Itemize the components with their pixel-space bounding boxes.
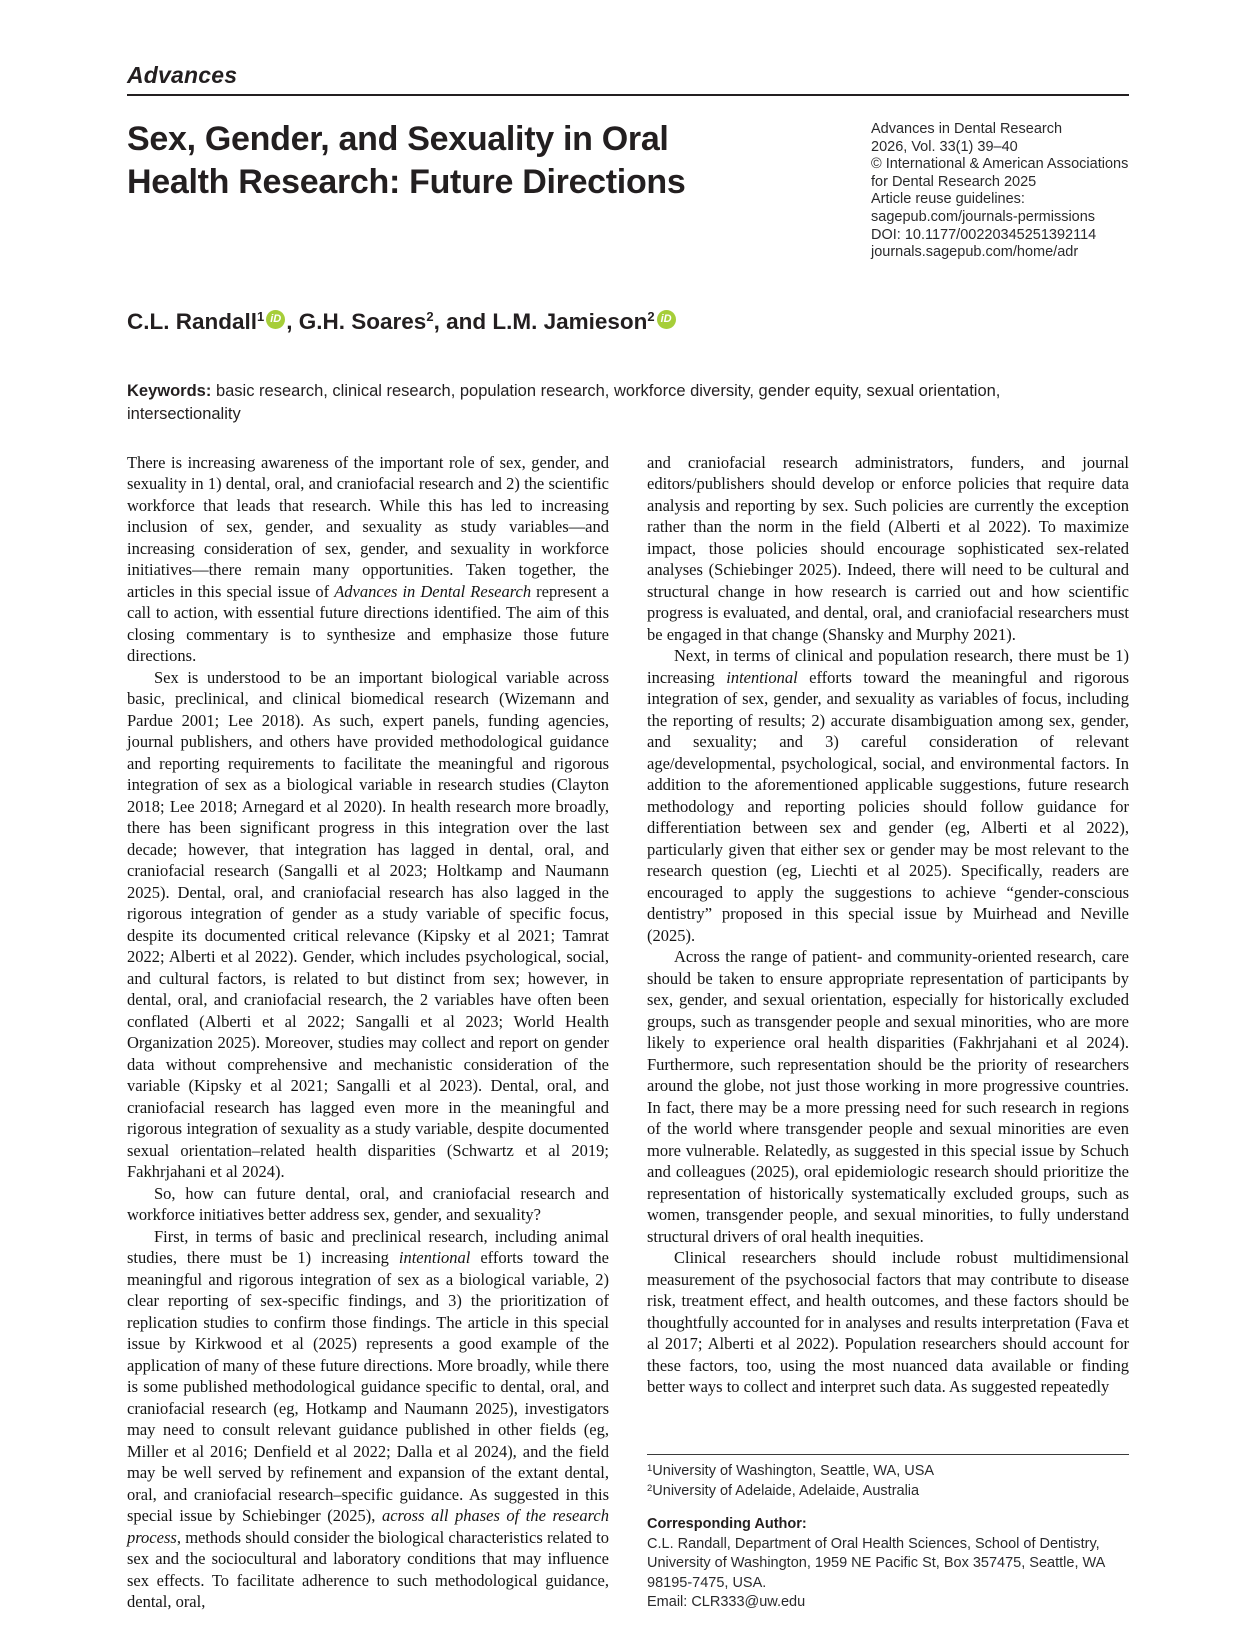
authors-line <box>127 308 1129 336</box>
author-separator: , and <box>433 308 493 334</box>
journal-metadata-line: DOI: 10.1177/00220345251392114 <box>871 226 1097 243</box>
journal-metadata-line: 2026, Vol. 33(1) 39–40 <box>871 138 1018 155</box>
journal-metadata-line: sagepub.com/journals-permissions <box>871 208 1096 225</box>
journal-metadata-block <box>871 118 1129 262</box>
italic-text-run: Advances in Dental Research <box>334 581 532 601</box>
keywords-label: Keywords: <box>127 381 212 400</box>
affiliation-line: $^2$University of Adelaide, Adelaide, Australia <box>647 1482 920 1499</box>
article-title <box>127 118 686 204</box>
text-run: represent a call to action, with essential future directions identified. The aim of this closing commentary is to synthesize and emphasize those future directions. <box>127 581 609 666</box>
keywords-text: basic research, clinical research, population research, workforce diversity, gender equity, sexual orientation, intersectionality <box>127 381 1001 424</box>
journal-metadata-line: Advances in Dental Research <box>871 121 1063 137</box>
article-title-line1: Sex, Gender, and Sexuality in Oral <box>127 120 669 158</box>
author-affiliation-superscript: 1 <box>257 308 265 324</box>
affiliation-superscript: 2 <box>647 1482 653 1494</box>
author-affiliation-superscript: 2 <box>426 308 434 324</box>
italic-text-run: across all phases of the research process <box>127 1506 610 1547</box>
affiliation-superscript: 1 <box>647 1463 653 1475</box>
author-affiliation-superscript: 2 <box>647 308 655 324</box>
italic-text-run: intentional <box>726 667 798 687</box>
text-run: efforts toward the meaningful and rigorous integration of sex as a biological variable, 2) clear reporting of sex-specific findings, and 3) the prioritization of replication studies to confirm those findings. The article in this special issue by Kirkwood et al (2025) represents a good example of the application of many of these future directions. More broadly, while there is some published methodological guidance specific to dental, oral, and craniofacial research (eg, Hotkamp and Naumann 2025), investigators may need to consult relevant guidance published in other fields (eg, Miller et al 2016; Denfield et al 2022; Dalla et al 2024), and the field may be well served by refinement and expansion of the extant dental, oral, and craniofacial research–specific guidance. As suggested in this special issue by Schiebinger (2025), <box>127 1248 609 1526</box>
affiliations <box>647 1462 1129 1501</box>
journal-running-head: Advances <box>127 62 238 88</box>
paragraph <box>647 452 1129 646</box>
author-separator: , <box>286 308 299 334</box>
body-columns <box>127 452 1129 1613</box>
text-run: Sex is understood to be an important biological variable across basic, preclinical, and clinical biomedical research (Wizemann and Pardue 2001; Lee 2018). As such, expert panels, funding agencies, journal publishers, and others have provided methodological guidance and reporting requirements to facilitate the meaningful and rigorous integration of sex as a biological variable in research studies (Clayton 2018; Lee 2018; Arnegard et al 2020). In health research more broadly, there has been significant progress in this integration over the last decade; however, that integration has lagged in dental, oral, and craniofacial research (Sangalli et al 2023; Holtkamp and Naumann 2025). Dental, oral, and craniofacial research has also lagged in the rigorous integration of gender as a study variable of specific focus, despite its documented critical relevance (Kipsky et al 2021; Tamrat 2022; Alberti et al 2022). Gender, which includes psychological, social, and cultural factors, is related to but distinct from sex; however, in dental, oral, and craniofacial research, the 2 variables have often been conflated (Alberti et al 2022; Sangalli et al 2023; World Health Organization 2025). Moreover, studies may collect and report on gender data without comprehensive and mechanistic consideration of the variable (Kipsky et al 2021; Sangalli et al 2023). Dental, oral, and craniofacial research has lagged even more in the meaningful and rigorous integration of sexuality as a study variable, despite documented sexual orientation–related health disparities (Schwartz et al 2019; Fakhrjahani et al 2024). <box>127 667 609 1182</box>
text-run: Next, in terms of clinical and population research, there must be 1) increasing <box>647 646 1129 687</box>
corresponding-author-line: Email: CLR333@uw.edu <box>647 1594 806 1611</box>
author-name: G.H. Soares <box>298 308 427 334</box>
corresponding-author-lines <box>647 1535 1129 1613</box>
affiliation-line: $^1$University of Washington, Seattle, WA, USA <box>647 1463 935 1480</box>
corresponding-author-block <box>647 1515 1129 1613</box>
author-name: C.L. Randall <box>127 308 258 334</box>
text-run: , methods should consider the biological characteristics related to sex and the sociocultural and laboratory conditions that may influence sex effects. To facilitate adherence to such methodological guidance, dental, oral, <box>127 1527 609 1612</box>
paragraph <box>647 946 1129 1247</box>
text-run: Across the range of patient- and community-oriented research, care should be taken to ensure appropriate representation of participants by sex, gender, and sexual orientation, especially for historically excluded groups, such as transgender people and sexual minorities, who are more likely to experience oral health disparities (Fakhrjahani et al 2024). Furthermore, such representation should be the priority of researchers around the globe, not just those working in more progressive countries. In fact, there may be a more pressing need for such research in regions of the world where transgender people and sexual minorities are even more vulnerable. Relatedly, as suggested in this special issue by Schuch and colleagues (2025), oral epidemiologic research should prioritize the representation of historically systematically excluded groups, such as women, transgender people, and sexual minorities, to fully understand structural drivers of oral health inequities. <box>647 947 1129 1246</box>
text-run: First, in terms of basic and preclinical research, including animal studies, there must be 1) increasing <box>127 1226 609 1268</box>
paragraph <box>127 452 609 667</box>
body-column-right-text <box>647 452 1129 1398</box>
paragraph <box>647 645 1129 946</box>
text-run: Clinical researchers should include robust multidimensional measurement of the psychosocial factors that may contribute to disease risk, treatment effect, and health outcomes, and these factors should be thoughtfully accounted for in analyses and results interpretation (Fava et al 2017; Alberti et al 2022). Population researchers should account for these factors, too, using the most nuanced data available or finding better ways to collect and interpret such data. As suggested repeatedly <box>647 1248 1129 1397</box>
journal-metadata-line: journals.sagepub.com/home/adr <box>871 244 1079 261</box>
paragraph <box>127 1183 609 1226</box>
corresponding-author-line: C.L. Randall, Department of Oral Health Sciences, School of Dentistry, University of Washington, 1959 NE Pacific St, Box 357475, Seattle, WA 98195-7475, USA. <box>647 1535 1105 1591</box>
text-run: So, how can future dental, oral, and craniofacial research and workforce initiatives better address sex, gender, and sexuality? <box>127 1183 609 1225</box>
header-rule <box>127 94 1129 96</box>
italic-text-run: intentional <box>398 1248 471 1268</box>
journal-metadata-line: for Dental Research 2025 <box>871 173 1037 190</box>
body-column-left <box>127 452 609 1613</box>
article-title-line2: Health Research: Future Directions <box>127 163 686 201</box>
paragraph <box>127 1226 609 1613</box>
page-content <box>127 0 1129 1613</box>
author-name: L.M. Jamieson <box>492 308 648 334</box>
keywords-block <box>127 380 1107 427</box>
title-meta-row <box>127 118 1129 262</box>
body-column-right <box>647 452 1129 1613</box>
footnote-block <box>647 1454 1129 1613</box>
corresponding-author-label: Corresponding Author: <box>647 1516 807 1533</box>
orcid-icon[interactable]: iD <box>657 310 676 329</box>
journal-metadata-line: © International & American Associations <box>871 156 1129 173</box>
text-run: efforts toward the meaningful and rigorous integration of sex, gender, and sexuality as variables of focus, including the reporting of results; 2) accurate disambiguation among sex, gender, and sexuality; and 3) careful consideration of relevant age/developmental, psychological, social, and environmental factors. In addition to the aforementioned applicable suggestions, future research methodology and reporting policies should follow guidance for differentiation between sex and gender (eg, Alberti et al 2022), particularly given that either sex or gender may be most relevant to the research question (eg, Liechti et al 2025). Specifically, readers are encouraged to apply the suggestions to achieve “gender-conscious dentistry” proposed in this special issue by Muirhead and Neville (2025). <box>647 667 1129 945</box>
text-run: There is increasing awareness of the important role of sex, gender, and sexuality in 1) dental, oral, and craniofacial research and 2) the scientific workforce that leads that research. While this has led to increasing inclusion of sex, gender, and sexuality as study variables—and increasing consideration of sex, gender, and sexuality in workforce initiatives—there remain many opportunities. Taken together, the articles in this special issue of <box>127 452 609 601</box>
orcid-icon[interactable]: iD <box>266 310 285 329</box>
text-run: and craniofacial research administrators, funders, and journal editors/publishers should develop or enforce policies that require data analysis and reporting by sex. Such policies are currently the exception rather than the norm in the field (Alberti et al 2022). To maximize impact, those policies should encourage sophisticated sex-related analyses (Schiebinger 2025). Indeed, there will need to be cultural and structural change in how research is carried out and how scientific progress is evaluated, and dental, oral, and craniofacial researchers must be engaged in that change (Shansky and Murphy 2021). <box>647 452 1129 644</box>
paragraph <box>127 667 609 1183</box>
paragraph <box>647 1247 1129 1398</box>
footnote-rule <box>647 1454 1129 1455</box>
journal-metadata-line: Article reuse guidelines: <box>871 191 1025 208</box>
